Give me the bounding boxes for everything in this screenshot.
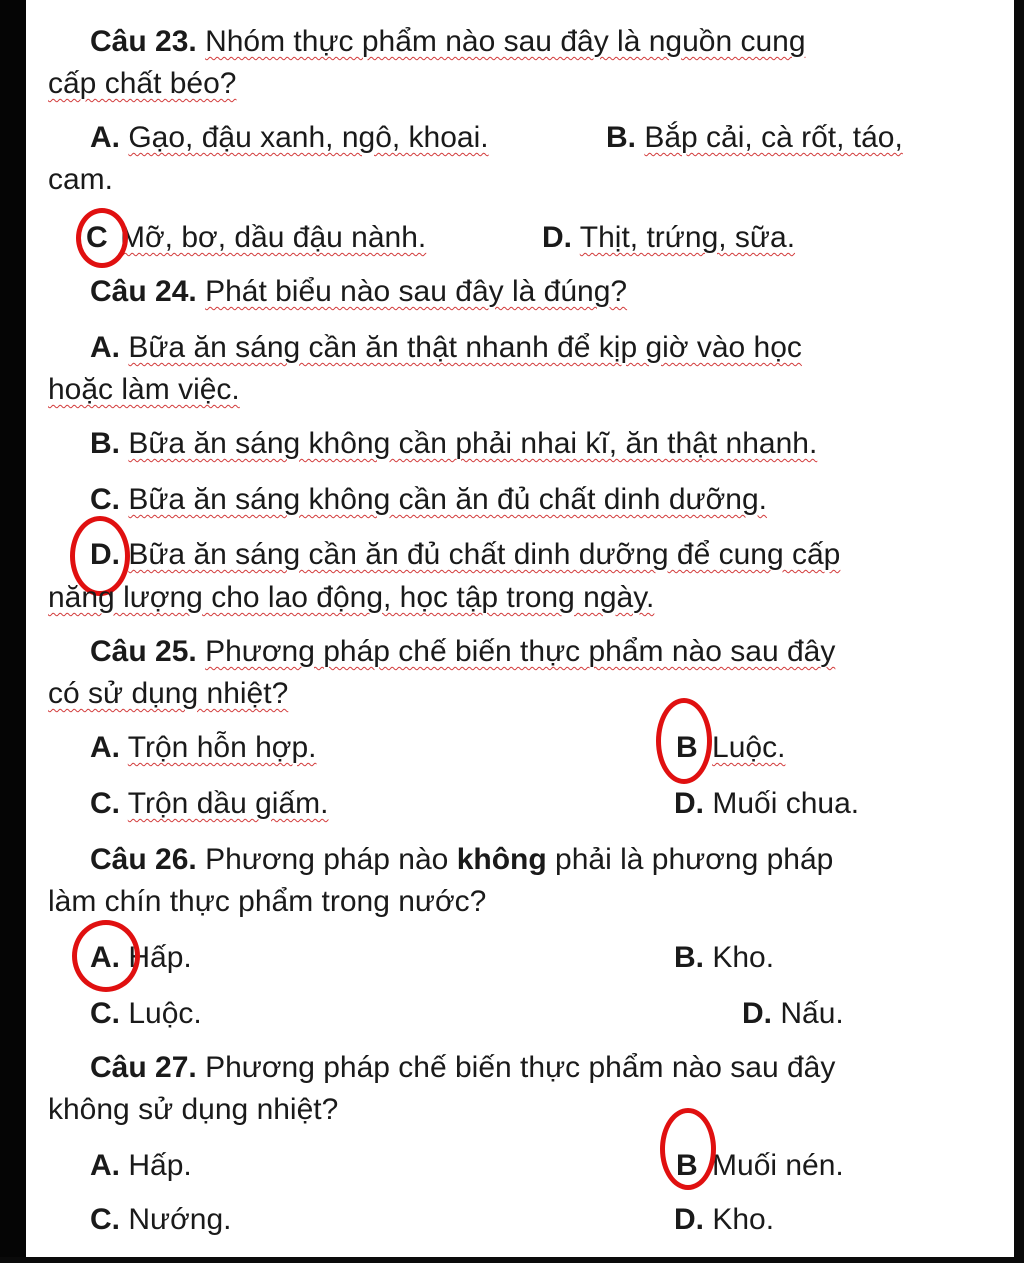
option-letter: C. [90, 787, 120, 820]
option-text: Luộc. [712, 731, 786, 764]
left-border [0, 0, 26, 1263]
bottom-border [0, 1257, 1024, 1263]
q27-option-a [90, 1146, 192, 1186]
option-letter: B. [606, 121, 636, 154]
option-text: Kho. [712, 941, 775, 974]
q23-stem-line2: cấp chất béo? [48, 67, 237, 100]
option-letter: C. [90, 997, 120, 1030]
answer-circle-q26 [72, 920, 140, 992]
answer-circle-q23 [76, 208, 128, 268]
option-letter: D. [674, 1203, 704, 1236]
option-letter: D. [742, 997, 772, 1030]
q24-option-b [90, 424, 817, 464]
option-text: Bữa ăn sáng cần ăn thật nhanh để kịp giờ vào học [128, 331, 802, 364]
q23-number: Câu 23. [90, 25, 197, 58]
option-letter: A. [90, 1149, 120, 1182]
right-border [1014, 0, 1024, 1263]
q27-option-c [90, 1200, 231, 1240]
option-letter: D. [90, 538, 120, 571]
option-letter: C. [90, 1203, 120, 1236]
q24-option-a-cont: hoặc làm việc. [48, 373, 240, 406]
option-letter: A. [90, 331, 120, 364]
q23-option-c [86, 218, 426, 258]
q25-number: Câu 25. [90, 635, 197, 668]
q23-option-a [90, 118, 489, 158]
option-text: Bữa ăn sáng không cần ăn đủ chất dinh dưỡng. [128, 483, 767, 516]
q27-stem-text: Phương pháp chế biến thực phẩm nào sau đây [205, 1051, 836, 1084]
q26-stem-line2: làm chín thực phẩm trong nước? [48, 885, 487, 918]
q26-number: Câu 26. [90, 843, 197, 876]
option-text: Bữa ăn sáng cần ăn đủ chất dinh dưỡng để cung cấp [128, 538, 841, 571]
option-letter: D. [542, 221, 572, 254]
option-text: Nướng. [128, 1203, 232, 1236]
q27-number: Câu 27. [90, 1051, 197, 1084]
option-text: Muối chua. [712, 787, 860, 820]
option-letter: C. [90, 483, 120, 516]
q25-option-a [90, 728, 316, 768]
q27-stem-line1 [90, 1048, 835, 1088]
option-text: Luộc. [128, 997, 202, 1030]
option-text: Bắp cải, cà rốt, táo, [644, 121, 903, 154]
q25-option-c [90, 784, 328, 824]
option-letter: B [676, 731, 698, 764]
q23-option-b [606, 118, 903, 158]
option-letter: B. [90, 427, 120, 460]
q24-option-c [90, 480, 767, 520]
option-text: Thịt, trứng, sữa. [579, 221, 796, 254]
option-letter: B [676, 1149, 698, 1182]
q26-stem-text-c: phải là phương pháp [555, 843, 834, 876]
option-text: Muối nén. [712, 1149, 844, 1182]
option-text: Kho. [712, 1203, 775, 1236]
q25-stem-line2: có sử dụng nhiệt? [48, 677, 289, 710]
answer-circle-q27 [660, 1108, 716, 1190]
q25-option-d [674, 784, 859, 824]
option-text: Hấp. [128, 941, 192, 974]
option-text: Mỡ, bơ, dầu đậu nành. [120, 221, 427, 254]
q25-stem-line1 [90, 632, 835, 672]
option-letter: A. [90, 731, 120, 764]
q24-option-a [90, 328, 802, 368]
q24-stem-line1 [90, 272, 627, 312]
q23-option-d [542, 218, 795, 258]
option-text: Trộn hỗn hợp. [127, 731, 317, 764]
q25-stem-text: Phương pháp chế biến thực phẩm nào sau đây [205, 635, 836, 668]
q23-option-b-cont: cam. [48, 163, 114, 196]
option-text: Nấu. [780, 997, 844, 1030]
option-letter: C [86, 221, 108, 254]
answer-circle-q25 [656, 698, 712, 784]
option-text: Trộn dầu giấm. [127, 787, 329, 820]
option-letter: B. [674, 941, 704, 974]
q26-stem-text-a: Phương pháp nào [205, 843, 449, 876]
q26-stem-line1 [90, 840, 833, 880]
option-text: Bữa ăn sáng không cần phải nhai kĩ, ăn thật nhanh. [128, 427, 818, 460]
option-text: Gạo, đậu xanh, ngô, khoai. [128, 121, 489, 154]
q24-option-d [90, 535, 840, 575]
q23-stem-line1 [90, 22, 806, 62]
option-letter: D. [674, 787, 704, 820]
option-letter: A. [90, 941, 120, 974]
q26-option-c [90, 994, 202, 1034]
q26-option-d [742, 994, 844, 1034]
q27-stem-line2: không sử dụng nhiệt? [48, 1093, 339, 1126]
option-letter: A. [90, 121, 120, 154]
option-text: Hấp. [128, 1149, 192, 1182]
q27-option-d [674, 1200, 774, 1240]
q26-stem-emphasis: không [456, 843, 547, 876]
worksheet-page [26, 0, 1014, 1257]
q26-option-b [674, 938, 774, 978]
q24-stem-text: Phát biểu nào sau đây là đúng? [205, 275, 628, 308]
q24-number: Câu 24. [90, 275, 197, 308]
q24-option-d-cont: năng lượng cho lao động, học tập trong ngày. [48, 581, 655, 614]
q23-stem-text: Nhóm thực phẩm nào sau đây là nguồn cung [205, 25, 806, 58]
